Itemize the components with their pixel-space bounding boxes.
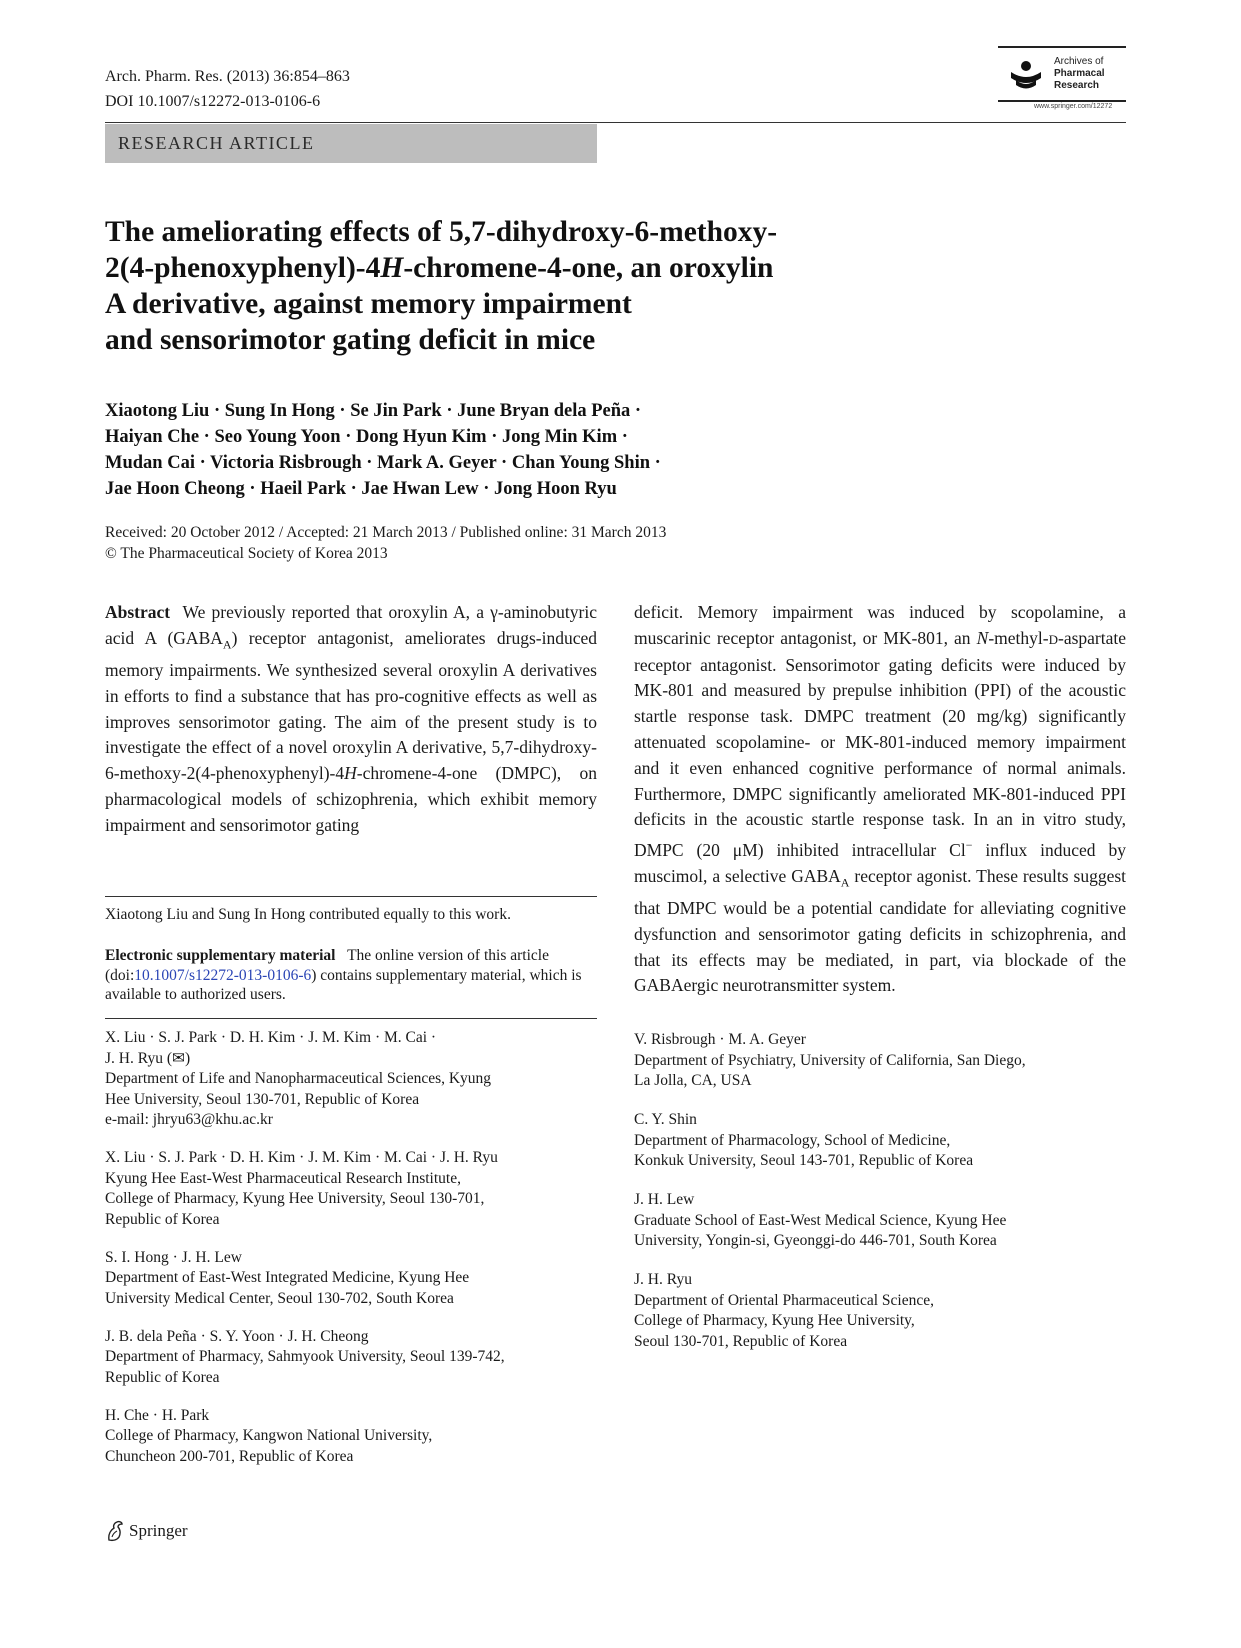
- pharmacal-research-logo-icon: [1008, 58, 1044, 92]
- esm-text-after: ) contains supplementary material, which is available to authorized users.: [105, 966, 582, 1003]
- affiliation-line: X. Liu · S. J. Park · D. H. Kim · J. M. Kim · M. Cai · J. H. Ryu: [105, 1149, 498, 1166]
- affiliation-line: Seoul 130-701, Republic of Korea: [634, 1332, 848, 1350]
- affiliation-line: J. B. dela Peña · S. Y. Yoon · J. H. Cheong: [105, 1327, 369, 1345]
- affiliation-line: Hee University, Seoul 130-701, Republic of Korea: [105, 1090, 420, 1108]
- affiliation-line: University, Yongin-si, Gyeonggi-do 446-701, South Korea: [634, 1232, 997, 1249]
- affiliation-line: Department of Oriental Pharmaceutical Science,: [634, 1291, 934, 1309]
- author-list: [105, 398, 885, 502]
- affiliation-rule: [105, 1018, 597, 1019]
- logo-bottom-rule: [998, 100, 1126, 102]
- logo-line2: Pharmacal: [1054, 68, 1105, 79]
- equal-contribution-note: Xiaotong Liu and Sung In Hong contributed equally to this work.: [105, 906, 511, 923]
- journal-citation: Arch. Pharm. Res. (2013) 36:854–863: [105, 68, 350, 85]
- affiliation-line: Department of Psychiatry, University of California, San Diego,: [634, 1051, 1026, 1069]
- affiliation-block: [105, 1148, 597, 1230]
- affiliation-line: Chuncheon 200-701, Republic of Korea: [105, 1447, 354, 1465]
- affiliation-line: Department of Pharmacology, School of Medicine,: [634, 1131, 951, 1149]
- affiliation-line: J. H. Ryu (✉): [105, 1049, 191, 1067]
- paper-title: [105, 214, 885, 358]
- affiliation-line: Department of Pharmacy, Sahmyook University, Seoul 139-742,: [105, 1348, 505, 1365]
- publisher-name: Springer: [129, 1521, 188, 1540]
- affiliation-line: University Medical Center, Seoul 130-702, South Korea: [105, 1289, 454, 1307]
- title-line-3: A derivative, against memory impairment: [105, 288, 632, 320]
- affiliation-line: S. I. Hong · J. H. Lew: [105, 1248, 242, 1266]
- affiliation-line: College of Pharmacy, Kyung Hee University,: [634, 1312, 915, 1329]
- journal-logo: [998, 46, 1126, 114]
- doi: DOI 10.1007/s12272-013-0106-6: [105, 93, 321, 110]
- logo-line3: Research: [1054, 80, 1100, 91]
- affiliation-line: Republic of Korea: [105, 1210, 220, 1228]
- affiliation-line: H. Che · H. Park: [105, 1406, 210, 1424]
- logo-top-rule: [998, 46, 1126, 48]
- abstract-right-column: [634, 600, 1126, 999]
- abstract-left-column: [105, 600, 597, 839]
- affiliation-line: Konkuk University, Seoul 143-701, Republic of Korea: [634, 1152, 974, 1169]
- affiliation-block: [634, 1190, 1126, 1252]
- logo-text: [1054, 56, 1105, 92]
- affiliation-line: Department of East-West Integrated Medicine, Kyung Hee: [105, 1269, 470, 1286]
- author-line-2: Haiyan Che · Seo Young Yoon · Dong Hyun Kim · Jong Min Kim ·: [105, 427, 628, 447]
- title-line-2: 2(4-phenoxyphenyl)-4H-chromene-4-one, an oroxylin: [105, 252, 774, 284]
- footnote-rule: [105, 896, 597, 897]
- supplementary-material-note: [105, 946, 597, 1005]
- copyright-line: © The Pharmaceutical Society of Korea 2013: [105, 545, 388, 562]
- header-rule: [105, 122, 1126, 123]
- affiliation-line: Graduate School of East-West Medical Science, Kyung Hee: [634, 1211, 1007, 1229]
- affiliation-block: [634, 1270, 1126, 1352]
- affiliation-line: Kyung Hee East-West Pharmaceutical Research Institute,: [105, 1169, 461, 1187]
- abstract-text-right: deficit. Memory impairment was induced by scopolamine, a muscarinic receptor antagonist, or MK-801, an N-methyl-D-aspartate receptor antagonist. Sensorimotor gating deficits were induced by MK-801 and measured by prepulse inhibition (PPI) of the acoustic startle response task. DMPC treatment (20 mg/kg) significantly attenuated scopolamine- or MK-801-induced memory impairment and it even enhanced cognitive performance of normal animals. Furthermore, DMPC significantly ameliorated MK-801-induced PPI deficits in the acoustic startle response task. In an in vitro study, DMPC (20 μM) inhibited intracellular Cl− influx induced by muscimol, a selective $GABA_A$ receptor agonist. These results suggest that DMPC would be a potential candidate for alleviating cognitive dysfunction and sensorimotor gating deficits in schizophrenia, and that its effects may be mediated, in part, via blockade of the GABAergic neurotransmitter system.: [634, 602, 1127, 996]
- journal-citation-block: [105, 64, 350, 114]
- title-line-4: and sensorimotor gating deficit in mice: [105, 324, 596, 356]
- affiliation-block: [105, 1248, 597, 1310]
- affiliation-line[interactable]: e-mail: jhryu63@khu.ac.kr: [105, 1111, 273, 1128]
- affiliation-block: [634, 1110, 1126, 1172]
- logo-line1: Archives of: [1054, 56, 1104, 67]
- affiliation-line: J. H. Ryu: [634, 1271, 692, 1288]
- affiliation-line: Department of Life and Nanopharmaceutical Sciences, Kyung: [105, 1070, 492, 1087]
- title-line-1: The ameliorating effects of 5,7-dihydroxy-6-methoxy-: [105, 216, 778, 248]
- logo-url[interactable]: www.springer.com/12272: [1034, 103, 1113, 110]
- esm-label: Electronic supplementary material: [105, 947, 336, 964]
- springer-footer: [105, 1520, 188, 1542]
- springer-horse-icon: [105, 1520, 125, 1542]
- affiliation-block: [105, 1028, 597, 1131]
- affiliation-line: V. Risbrough · M. A. Geyer: [634, 1031, 806, 1048]
- affiliation-block: [634, 1030, 1126, 1092]
- author-line-3: Mudan Cai · Victoria Risbrough · Mark A. Geyer · Chan Young Shin ·: [105, 453, 661, 473]
- affiliation-block: [105, 1327, 597, 1389]
- publication-dates: [105, 522, 865, 564]
- article-type: RESEARCH ARTICLE: [118, 133, 315, 153]
- affiliation-line: Republic of Korea: [105, 1368, 220, 1386]
- abstract-label: Abstract: [105, 602, 171, 622]
- affiliation-line: J. H. Lew: [634, 1191, 695, 1208]
- affiliation-line: C. Y. Shin: [634, 1111, 697, 1128]
- author-line-1: Xiaotong Liu · Sung In Hong · Se Jin Park · June Bryan dela Peña ·: [105, 401, 642, 421]
- dates-line: Received: 20 October 2012 / Accepted: 21 March 2013 / Published online: 31 March 2013: [105, 524, 667, 541]
- esm-doi-link[interactable]: 10.1007/s12272-013-0106-6: [134, 966, 312, 984]
- affiliation-line: College of Pharmacy, Kangwon National University,: [105, 1427, 433, 1444]
- affiliation-line: X. Liu · S. J. Park · D. H. Kim · J. M. Kim · M. Cai ·: [105, 1029, 437, 1046]
- abstract-text-left: We previously reported that oroxylin A, a γ-aminobutyric acid A $(GABA_A)$ receptor antagonist, ameliorates drugs-induced memory impairments. We synthesized several oroxylin A derivatives in efforts to find a substance that has pro-cognitive effects as well as improves sensorimotor gating. The aim of the present study is to investigate the effect of a novel oroxylin A derivative, 5,7-dihydroxy-6-methoxy-2(4-phenoxyphenyl)-4H-chromene-4-one (DMPC), on pharmacological models of schizophrenia, which exhibit memory impairment and sensorimotor gating: [105, 602, 598, 835]
- affiliation-line: La Jolla, CA, USA: [634, 1072, 752, 1089]
- affiliation-block: [105, 1406, 597, 1468]
- author-line-4: Jae Hoon Cheong · Haeil Park · Jae Hwan Lew · Jong Hoon Ryu: [105, 479, 617, 499]
- affiliation-line: College of Pharmacy, Kyung Hee University, Seoul 130-701,: [105, 1190, 485, 1207]
- esm-text-before: The online version of this article (doi:: [105, 947, 549, 984]
